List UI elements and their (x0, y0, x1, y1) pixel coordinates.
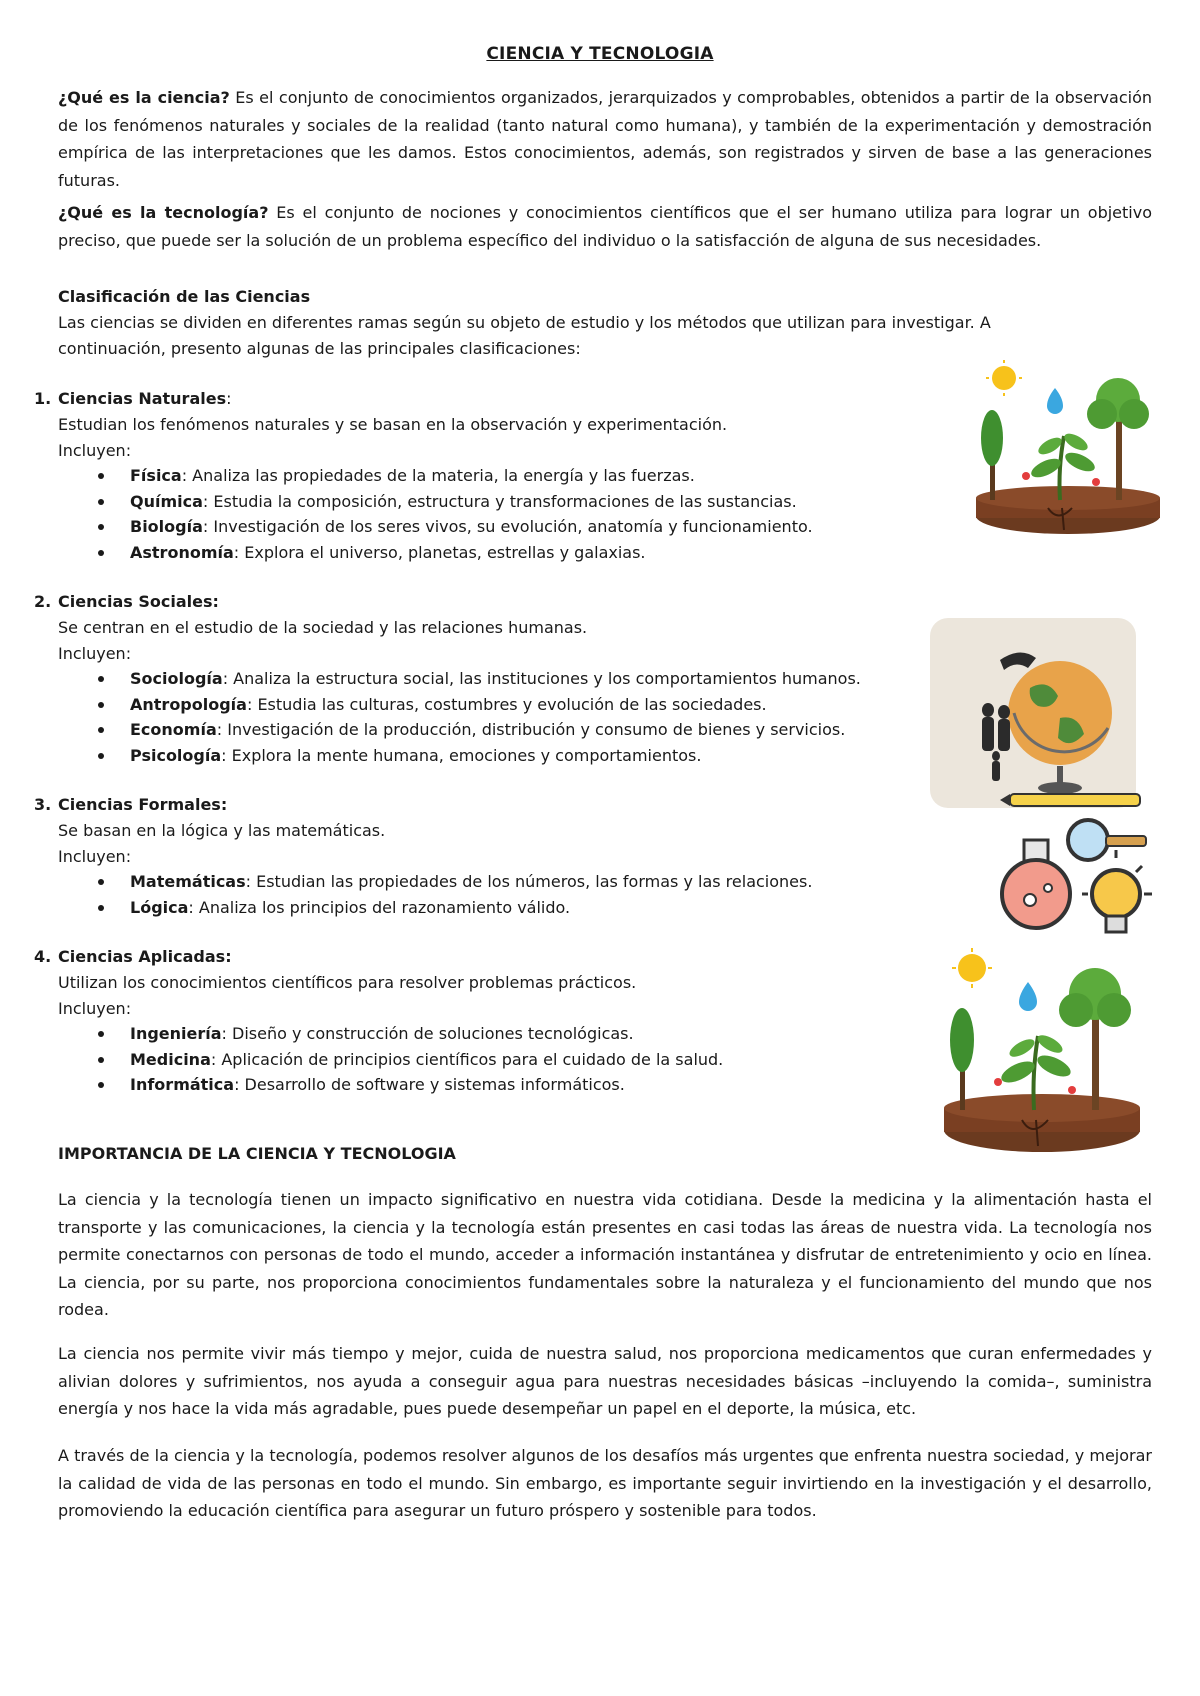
includes-label: Incluyen: (58, 998, 132, 1018)
list-item: Antropología: Estudia las culturas, costumbres y evolución de las sociedades. (58, 692, 918, 718)
section-body-applied (58, 970, 918, 1098)
natural-list (58, 463, 918, 565)
water-drop-icon (1019, 982, 1037, 1011)
list-item: Sociología: Analiza la estructura social, las instituciones y los comportamientos humanos. (58, 666, 918, 692)
section-title-formal: 3. Ciencias Formales: (34, 795, 228, 814)
social-list (58, 666, 918, 768)
classification-block (58, 284, 1058, 362)
includes-label: Incluyen: (58, 846, 132, 866)
pencil-icon (1010, 794, 1140, 806)
formal-list (58, 869, 918, 920)
section-body-social (58, 615, 918, 768)
globe-icon (1008, 661, 1112, 765)
applied-list (58, 1021, 918, 1098)
importance-title: IMPORTANCIA DE LA CIENCIA Y TECNOLOGIA (58, 1144, 456, 1163)
importance-paragraph-3: A través de la ciencia y la tecnología, podemos resolver algunos de los desafíos más urgentes que enfrenta nuestra sociedad, y mejorar la calidad de vida de las personas en todo el mundo. Sin embargo, es importante seguir invirtiendo en la investigación y el desarrollo, promoviendo la educación científica para asegurar un futuro próspero y sostenible para todos. (58, 1446, 1152, 1520)
importance-paragraph-1: La ciencia y la tecnología tienen un impacto significativo en nuestra vida cotidiana. Desde la medicina y la alimentación hasta el transporte y las comunicaciones, la ciencia y la tecnología están presentes en casi todas las áreas de nuestra vida. La tecnología nos permite conectarnos con personas de todo el mundo, acceder a información instantánea y disfrutar de entretenimiento y ocio en línea. La ciencia, por su parte, nos proporciona conocimientos fundamentales sobre la naturaleza y el funcionamiento del mundo que nos rodea. (58, 1190, 1152, 1319)
classification-heading: Clasificación de las Ciencias (58, 287, 311, 306)
technology-definition (58, 199, 1152, 254)
technology-term: ¿Qué es la tecnología? (58, 203, 269, 222)
magnifier-icon (1068, 820, 1108, 860)
lab-tools-illustration (1000, 788, 1156, 948)
sun-icon (958, 954, 986, 982)
list-item: Física: Analiza las propiedades de la materia, la energía y las fuerzas. (58, 463, 918, 489)
section-body-natural (58, 412, 918, 565)
includes-label: Incluyen: (58, 440, 132, 460)
document-title: CIENCIA Y TECNOLOGIA (486, 44, 714, 64)
list-item: Ingeniería: Diseño y construcción de soluciones tecnológicas. (58, 1021, 918, 1047)
list-item: Matemáticas: Estudian las propiedades de los números, las formas y las relaciones. (58, 869, 918, 895)
section-desc: Estudian los fenómenos naturales y se basan en la observación y experimentación. (58, 415, 728, 434)
section-desc: Utilizan los conocimientos científicos para resolver problemas prácticos. (58, 973, 637, 992)
includes-label: Incluyen: (58, 643, 132, 663)
classification-text: Las ciencias se dividen en diferentes ramas según su objeto de estudio y los métodos que utilizan para investigar. A continuación, presento algunas de las principales clasificaciones: (58, 313, 991, 358)
section-body-formal (58, 818, 918, 920)
globe-people-illustration (930, 618, 1136, 808)
list-item: Lógica: Analiza los principios del razonamiento válido. (58, 895, 918, 921)
science-term: ¿Qué es la ciencia? (58, 88, 230, 107)
technology-text: Es el conjunto de nociones y conocimientos científicos que el ser humano utiliza para lograr un objetivo preciso, que puede ser la solución de un problema específico del individuo o la satisfacción de alguna de sus necesidades. (58, 203, 1152, 250)
flask-icon (1002, 860, 1070, 928)
list-item: Medicina: Aplicación de principios científicos para el cuidado de la salud. (58, 1047, 918, 1073)
water-drop-icon (1047, 388, 1063, 414)
list-item: Psicología: Explora la mente humana, emociones y comportamientos. (58, 743, 918, 769)
plant-soil-illustration (968, 358, 1168, 538)
lightbulb-icon (1092, 870, 1140, 918)
list-item: Economía: Investigación de la producción, distribución y consumo de bienes y servicios. (58, 717, 918, 743)
list-item: Biología: Investigación de los seres vivos, su evolución, anatomía y funcionamiento. (58, 514, 918, 540)
section-title-social: 2. Ciencias Sociales: (34, 592, 219, 611)
section-title-applied: 4. Ciencias Aplicadas: (34, 947, 232, 966)
plant-soil-illustration-2 (936, 944, 1148, 1156)
science-text: Es el conjunto de conocimientos organizados, jerarquizados y comprobables, obtenidos a partir de la observación de los fenómenos naturales y sociales de la realidad (tanto natural como humana), y también de la experimentación y demostración empírica de las interpretaciones que les damos. Estos conocimientos, además, son registrados y sirven de base a las generaciones futuras. (58, 88, 1153, 190)
sun-icon (992, 366, 1016, 390)
list-item: Química: Estudia la composición, estructura y transformaciones de las sustancias. (58, 489, 918, 515)
science-definition (58, 84, 1152, 194)
section-desc: Se centran en el estudio de la sociedad y las relaciones humanas. (58, 618, 588, 637)
section-desc: Se basan en la lógica y las matemáticas. (58, 821, 386, 840)
importance-paragraph-2: La ciencia nos permite vivir más tiempo y mejor, cuida de nuestra salud, nos proporciona medicamentos que curan enfermedades y alivian dolores y sufrimientos, nos ayuda a conseguir agua para nuestras necesidades básicas –incluyendo la comida–, suministra energía y nos hace la vida más agradable, pues puede desempeñar un papel en el deporte, la música, etc. (58, 1344, 1152, 1418)
section-title-natural: 1. Ciencias Naturales: (34, 389, 232, 408)
list-item: Informática: Desarrollo de software y sistemas informáticos. (58, 1072, 918, 1098)
list-item: Astronomía: Explora el universo, planetas, estrellas y galaxias. (58, 540, 918, 566)
